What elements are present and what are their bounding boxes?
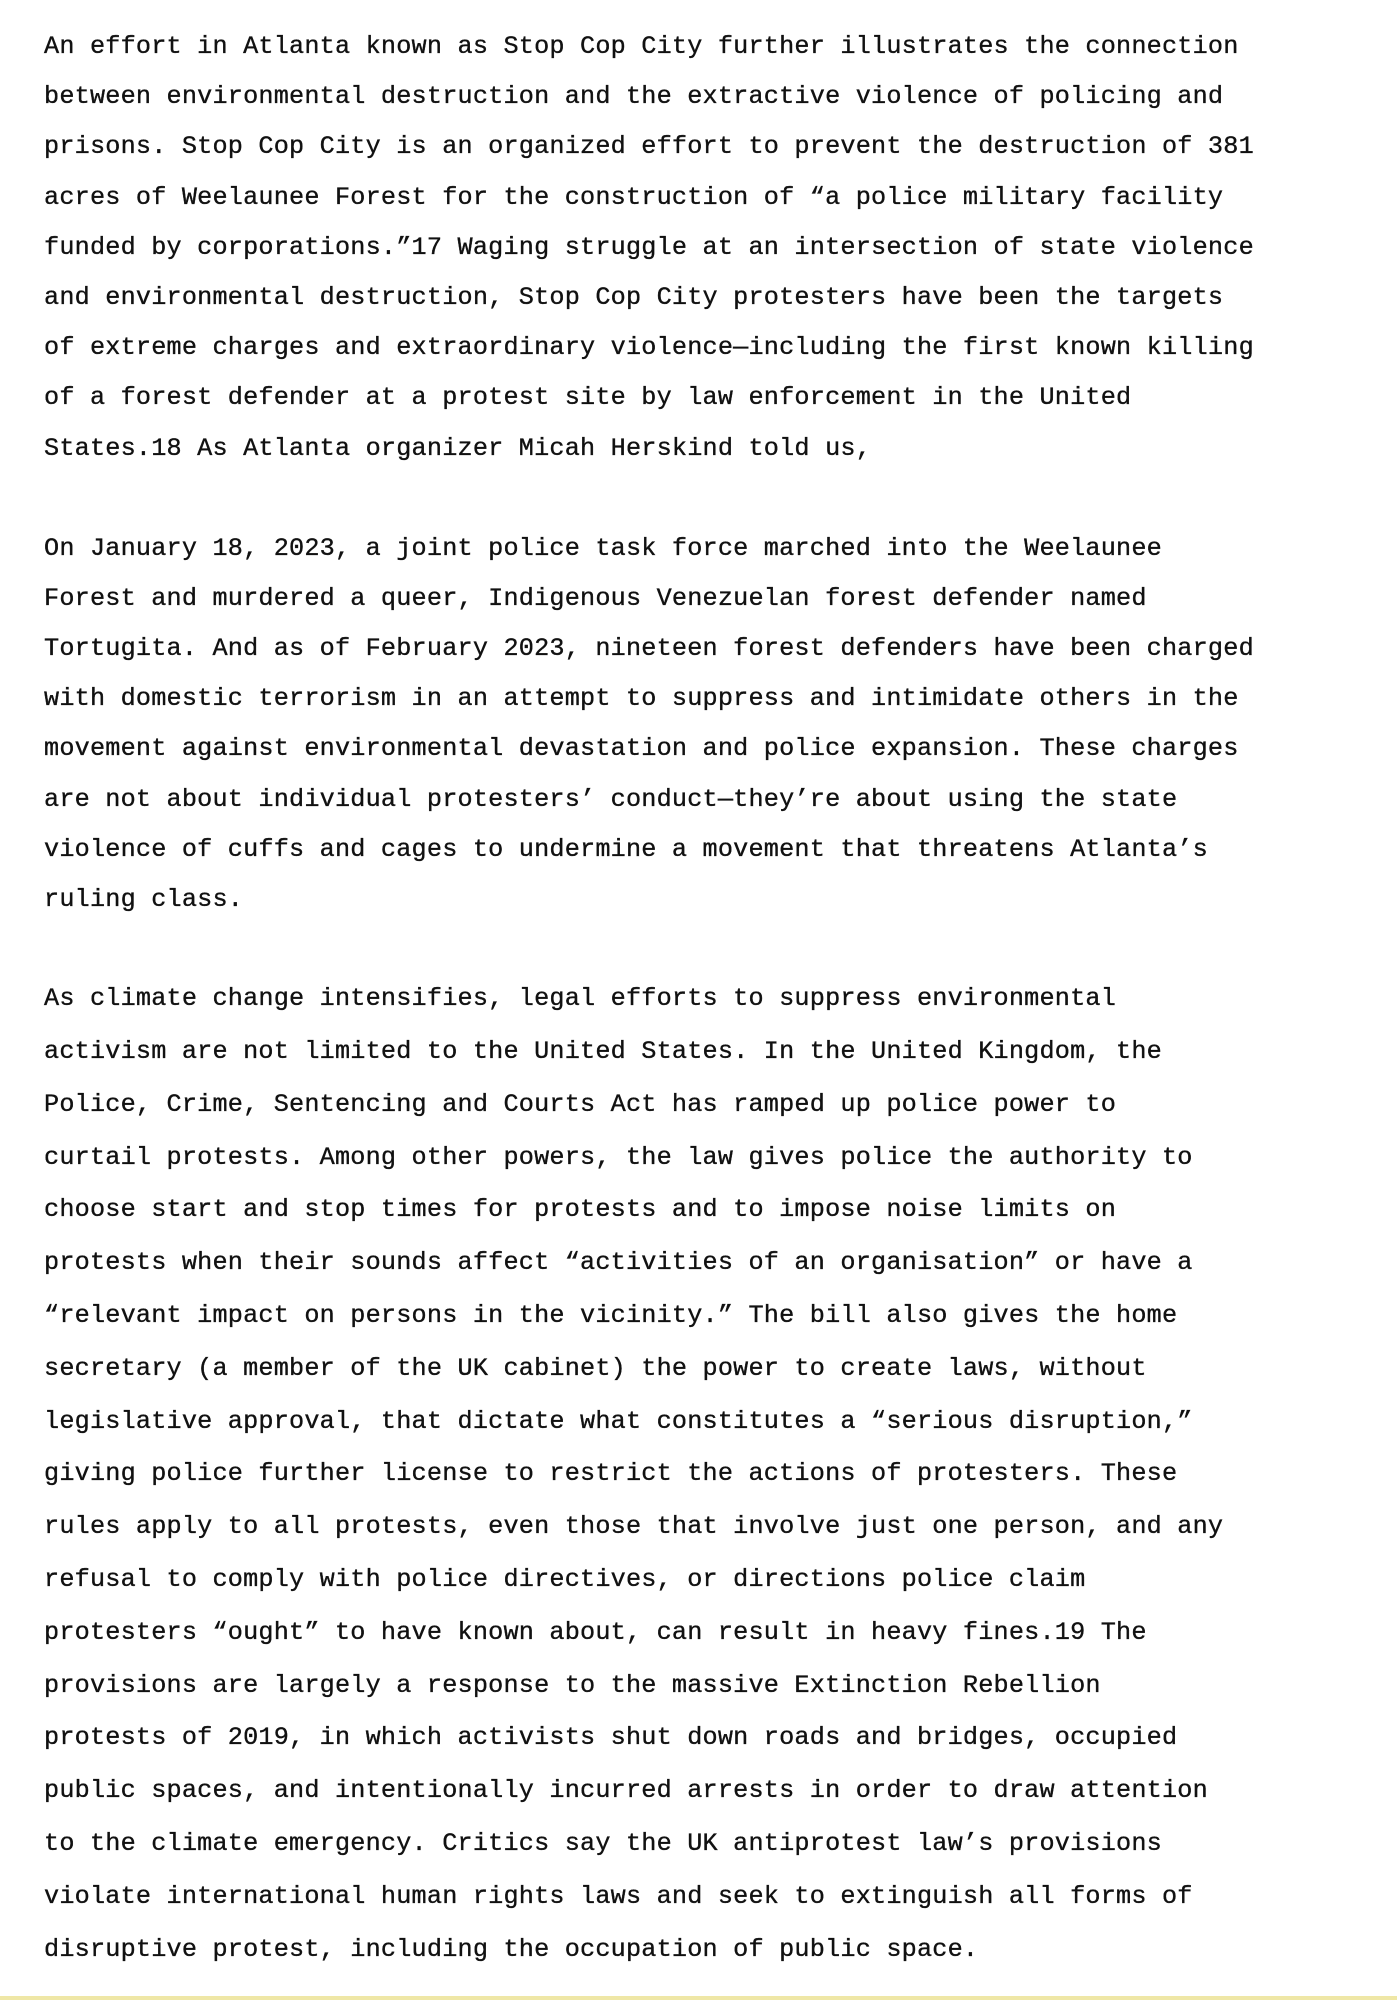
- text-line: secretary (a member of the UK cabinet) the power to create laws, without: [44, 1353, 1147, 1383]
- text-line: between environmental destruction and the extractive violence of policing and: [44, 82, 1224, 112]
- text-line: to the climate emergency. Critics say the UK antiprotest law’s provisions: [44, 1828, 1162, 1858]
- text-line: Police, Crime, Sentencing and Courts Act has ramped up police power to: [44, 1089, 1117, 1119]
- text-line: ruling class.: [44, 885, 244, 914]
- text-line: choose start and stop times for protests and to impose noise limits on: [44, 1195, 1117, 1225]
- text-line: funded by corporations.”17 Waging struggle at an intersection of state violence: [44, 232, 1254, 262]
- text-line: legislative approval, that dictate what constitutes a “serious disruption,”: [44, 1406, 1193, 1436]
- text-line: public spaces, and intentionally incurred arrests in order to draw attention: [44, 1776, 1208, 1806]
- page-bottom-edge: [0, 1996, 1397, 2000]
- text-line: protests when their sounds affect “activities of an organisation” or have a: [44, 1248, 1193, 1278]
- text-line: movement against environmental devastation and police expansion. These charges: [44, 734, 1239, 764]
- text-line: prisons. Stop Cop City is an organized effort to prevent the destruction of 381: [44, 132, 1254, 162]
- text-line: violate international human rights laws and seek to extinguish all forms of: [44, 1881, 1193, 1911]
- document-page: [44, 22, 1374, 1976]
- text-line: An effort in Atlanta known as Stop Cop City further illustrates the connection: [44, 32, 1239, 61]
- text-line: acres of Weelaunee Forest for the construction of “a police military facility: [44, 182, 1224, 212]
- text-line: are not about individual protesters’ conduct—they’re about using the state: [44, 784, 1178, 814]
- text-line: As climate change intensifies, legal efforts to suppress environmental: [44, 984, 1117, 1014]
- text-line: activism are not limited to the United States. In the United Kingdom, the: [44, 1036, 1162, 1066]
- text-line: disruptive protest, including the occupation of public space.: [44, 1934, 979, 1964]
- text-line: refusal to comply with police directives, or directions police claim: [44, 1564, 1086, 1594]
- text-line: protests of 2019, in which activists shut down roads and bridges, occupied: [44, 1723, 1178, 1753]
- text-line: provisions are largely a response to the massive Extinction Rebellion: [44, 1670, 1101, 1700]
- text-line: “relevant impact on persons in the vicinity.” The bill also gives the home: [44, 1300, 1178, 1330]
- text-line: of extreme charges and extraordinary violence—including the first known killing: [44, 333, 1254, 363]
- paragraph-stop-cop-city: [44, 22, 1374, 474]
- paragraph-herskind-quote: [44, 524, 1374, 926]
- text-line: curtail protests. Among other powers, the law gives police the authority to: [44, 1142, 1193, 1172]
- text-line: On January 18, 2023, a joint police task force marched into the Weelaunee: [44, 533, 1162, 563]
- text-line: States.18 As Atlanta organizer Micah Herskind told us,: [44, 433, 872, 463]
- text-line: giving police further license to restrict the actions of protesters. These: [44, 1459, 1178, 1489]
- text-line: with domestic terrorism in an attempt to suppress and intimidate others in the: [44, 684, 1239, 714]
- text-line: protesters “ought” to have known about, can result in heavy fines.19 The: [44, 1617, 1147, 1647]
- text-line: of a forest defender at a protest site by law enforcement in the United: [44, 383, 1132, 413]
- paragraph-uk-protest-law: [44, 973, 1374, 1976]
- text-line: Tortugita. And as of February 2023, nineteen forest defenders have been charged: [44, 634, 1254, 664]
- text-line: rules apply to all protests, even those that involve just one person, and any: [44, 1512, 1224, 1542]
- text-line: violence of cuffs and cages to undermine a movement that threatens Atlanta’s: [44, 834, 1208, 864]
- text-line: and environmental destruction, Stop Cop City protesters have been the targets: [44, 282, 1224, 312]
- text-line: Forest and murdered a queer, Indigenous Venezuelan forest defender named: [44, 583, 1147, 613]
